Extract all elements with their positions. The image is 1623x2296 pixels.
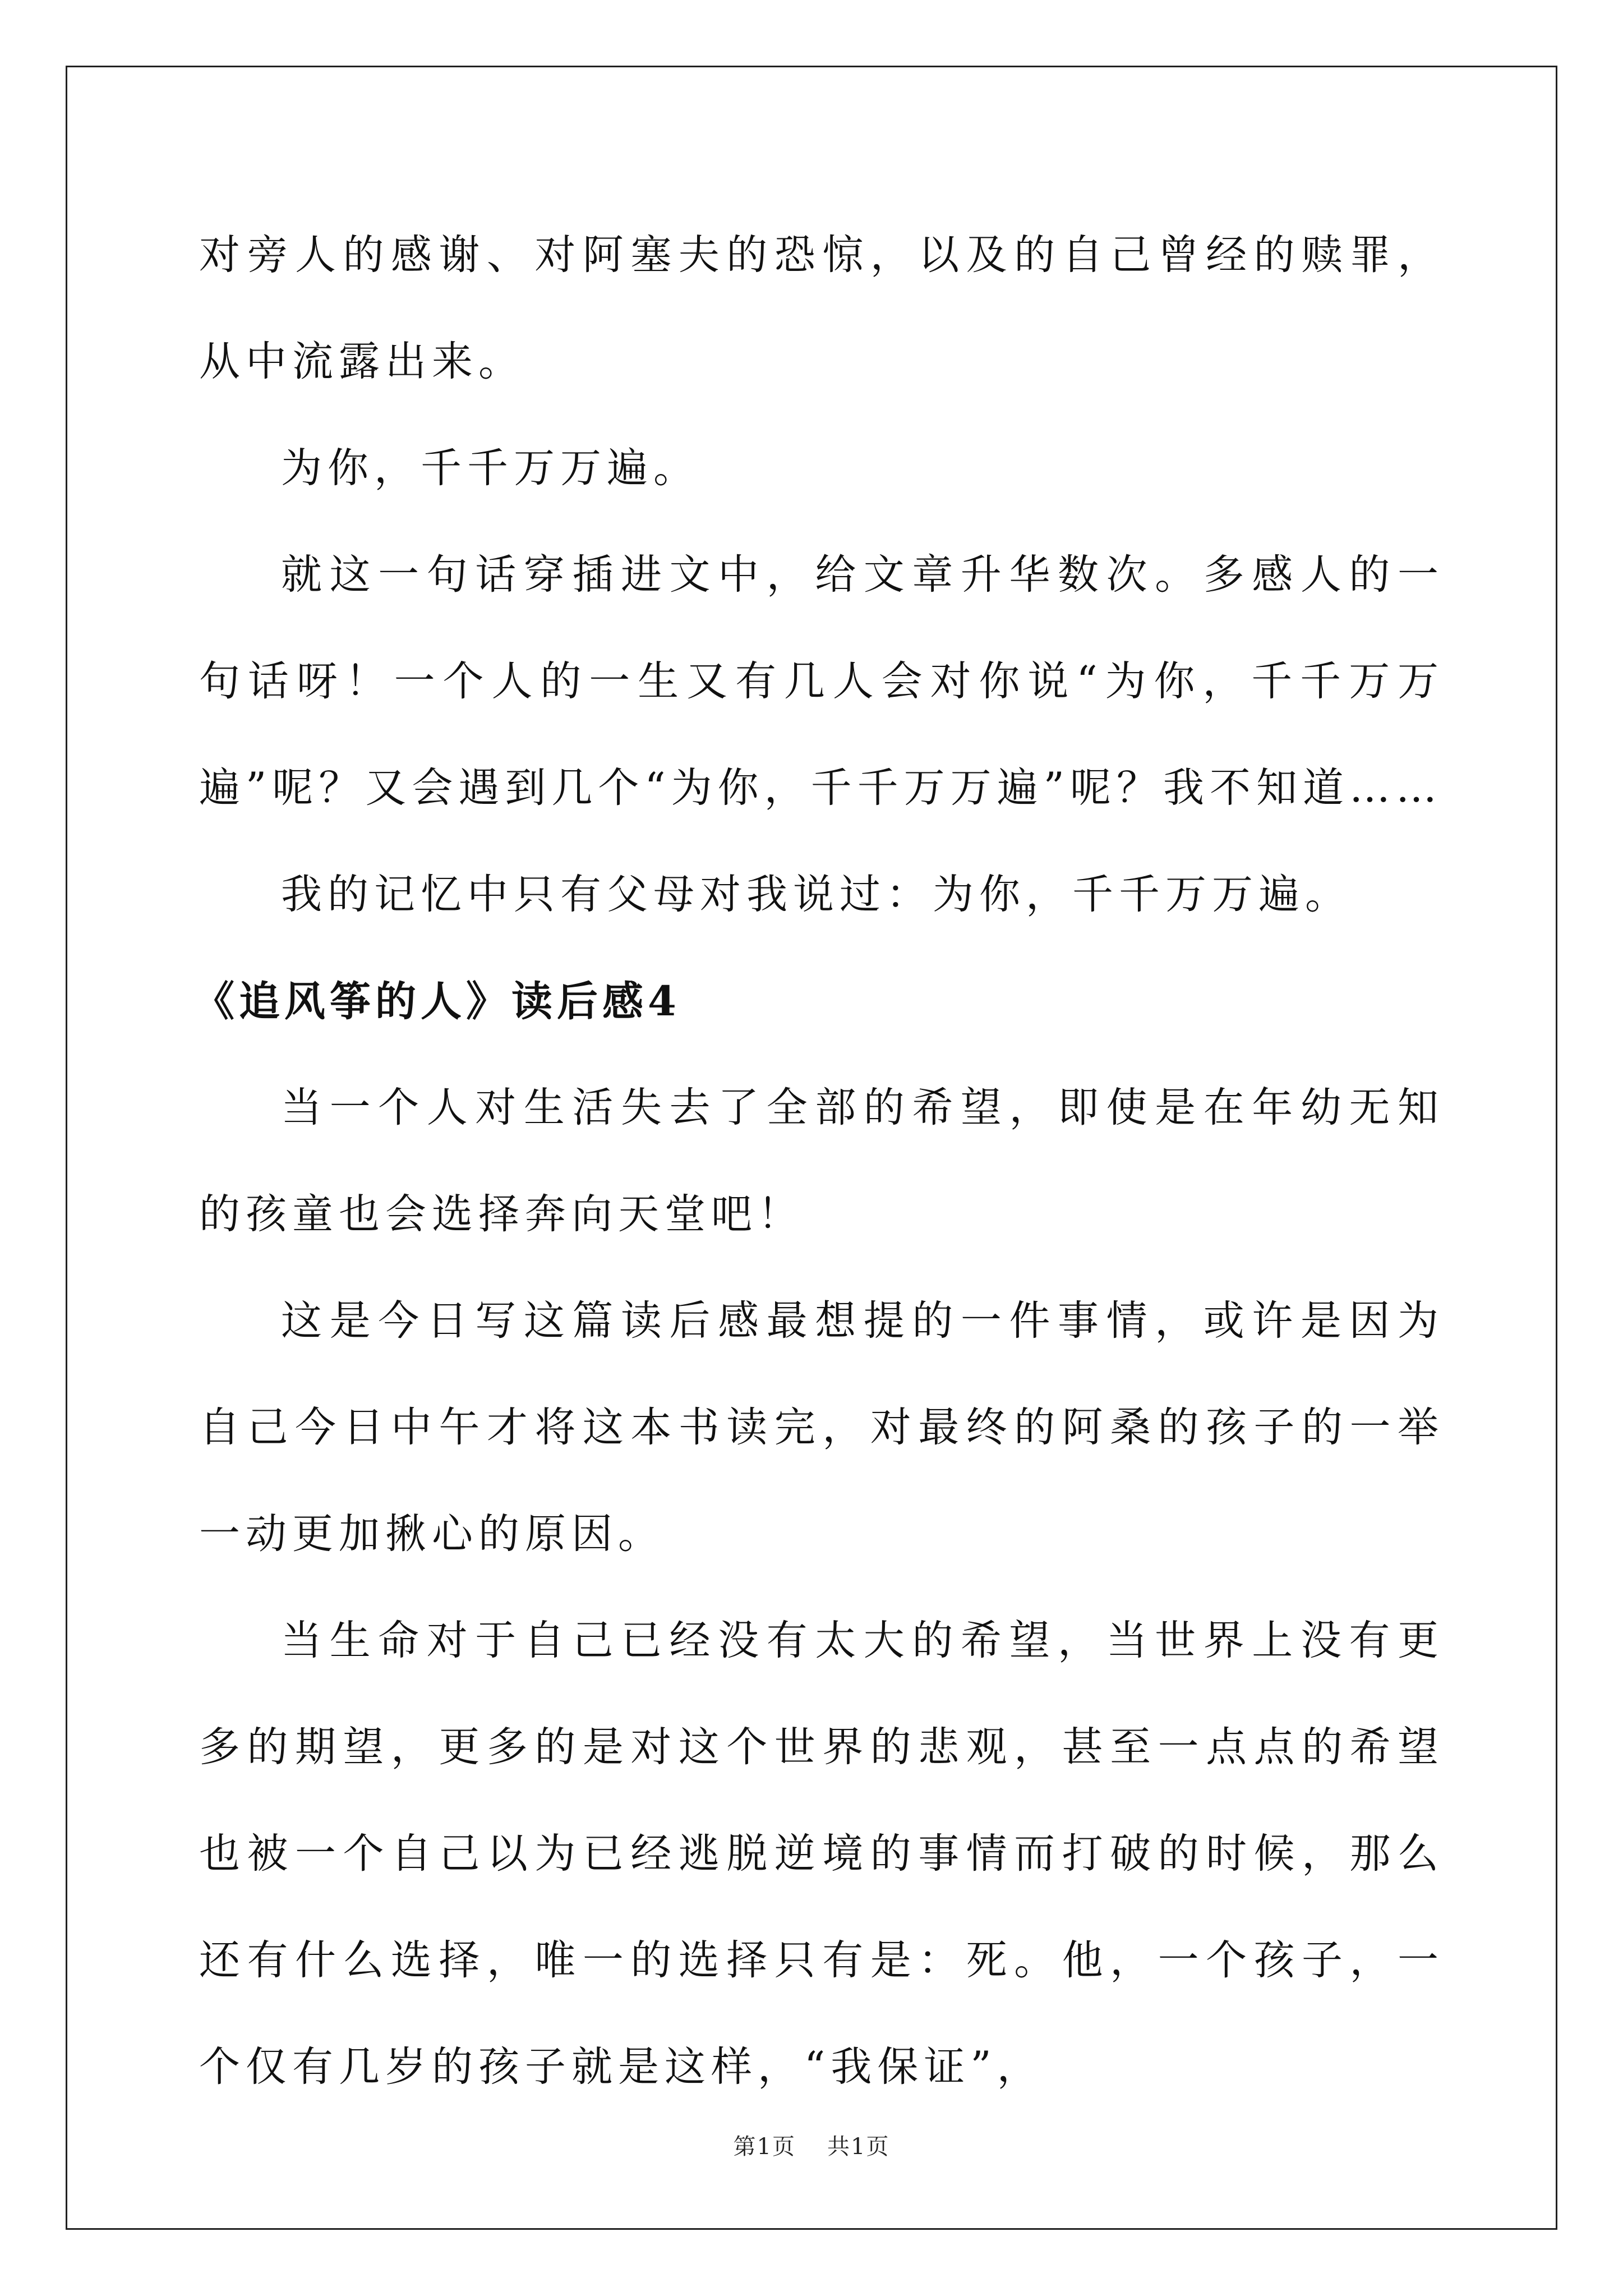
section-paragraph-3: 当生命对于自己已经没有太大的希望，当世界上没有更多的期望，更多的是对这个世界的悲观，甚至一点点的希望也被一个自己以为已经逃脱逆境的事情而打破的时候，那么还有什么选择，唯一的选择只有是：死。他，一个孩子，一个仅有几岁的孩子就是这样，“我保证”，	[199, 1617, 1444, 2091]
page-number-total: 共1页	[827, 2134, 890, 2160]
page-footer	[0, 2129, 1623, 2161]
paragraph-refrain: 为你，千千万万遍。	[281, 444, 700, 492]
paragraph-reflection: 就这一句话穿插进文中，给文章升华数次。多感人的一句话呀！一个人的一生又有几人会对你说“为你，千千万万遍”呢？又会遇到几个“为你，千千万万遍”呢？我不知道……	[199, 551, 1444, 812]
page-number-current: 第1页	[733, 2134, 796, 2160]
section-heading: 《追风筝的人》读后感4	[193, 977, 681, 1025]
section-paragraph-2: 这是今日写这篇读后感最想提的一件事情，或许是因为自己今日中午才将这本书读完，对最终的阿桑的孩子的一举一动更加揪心的原因。	[199, 1297, 1444, 1558]
paragraph-continuation: 对旁人的感谢、对阿塞夫的恐惊，以及的自己曾经的赎罪，从中流露出来。	[199, 231, 1444, 385]
document-body	[193, 202, 1444, 2120]
section-paragraph-1: 当一个人对生活失去了全部的希望，即使是在年幼无知的孩童也会选择奔向天堂吧！	[199, 1084, 1444, 1238]
paragraph-memory: 我的记忆中只有父母对我说过：为你，千千万万遍。	[281, 871, 1352, 918]
